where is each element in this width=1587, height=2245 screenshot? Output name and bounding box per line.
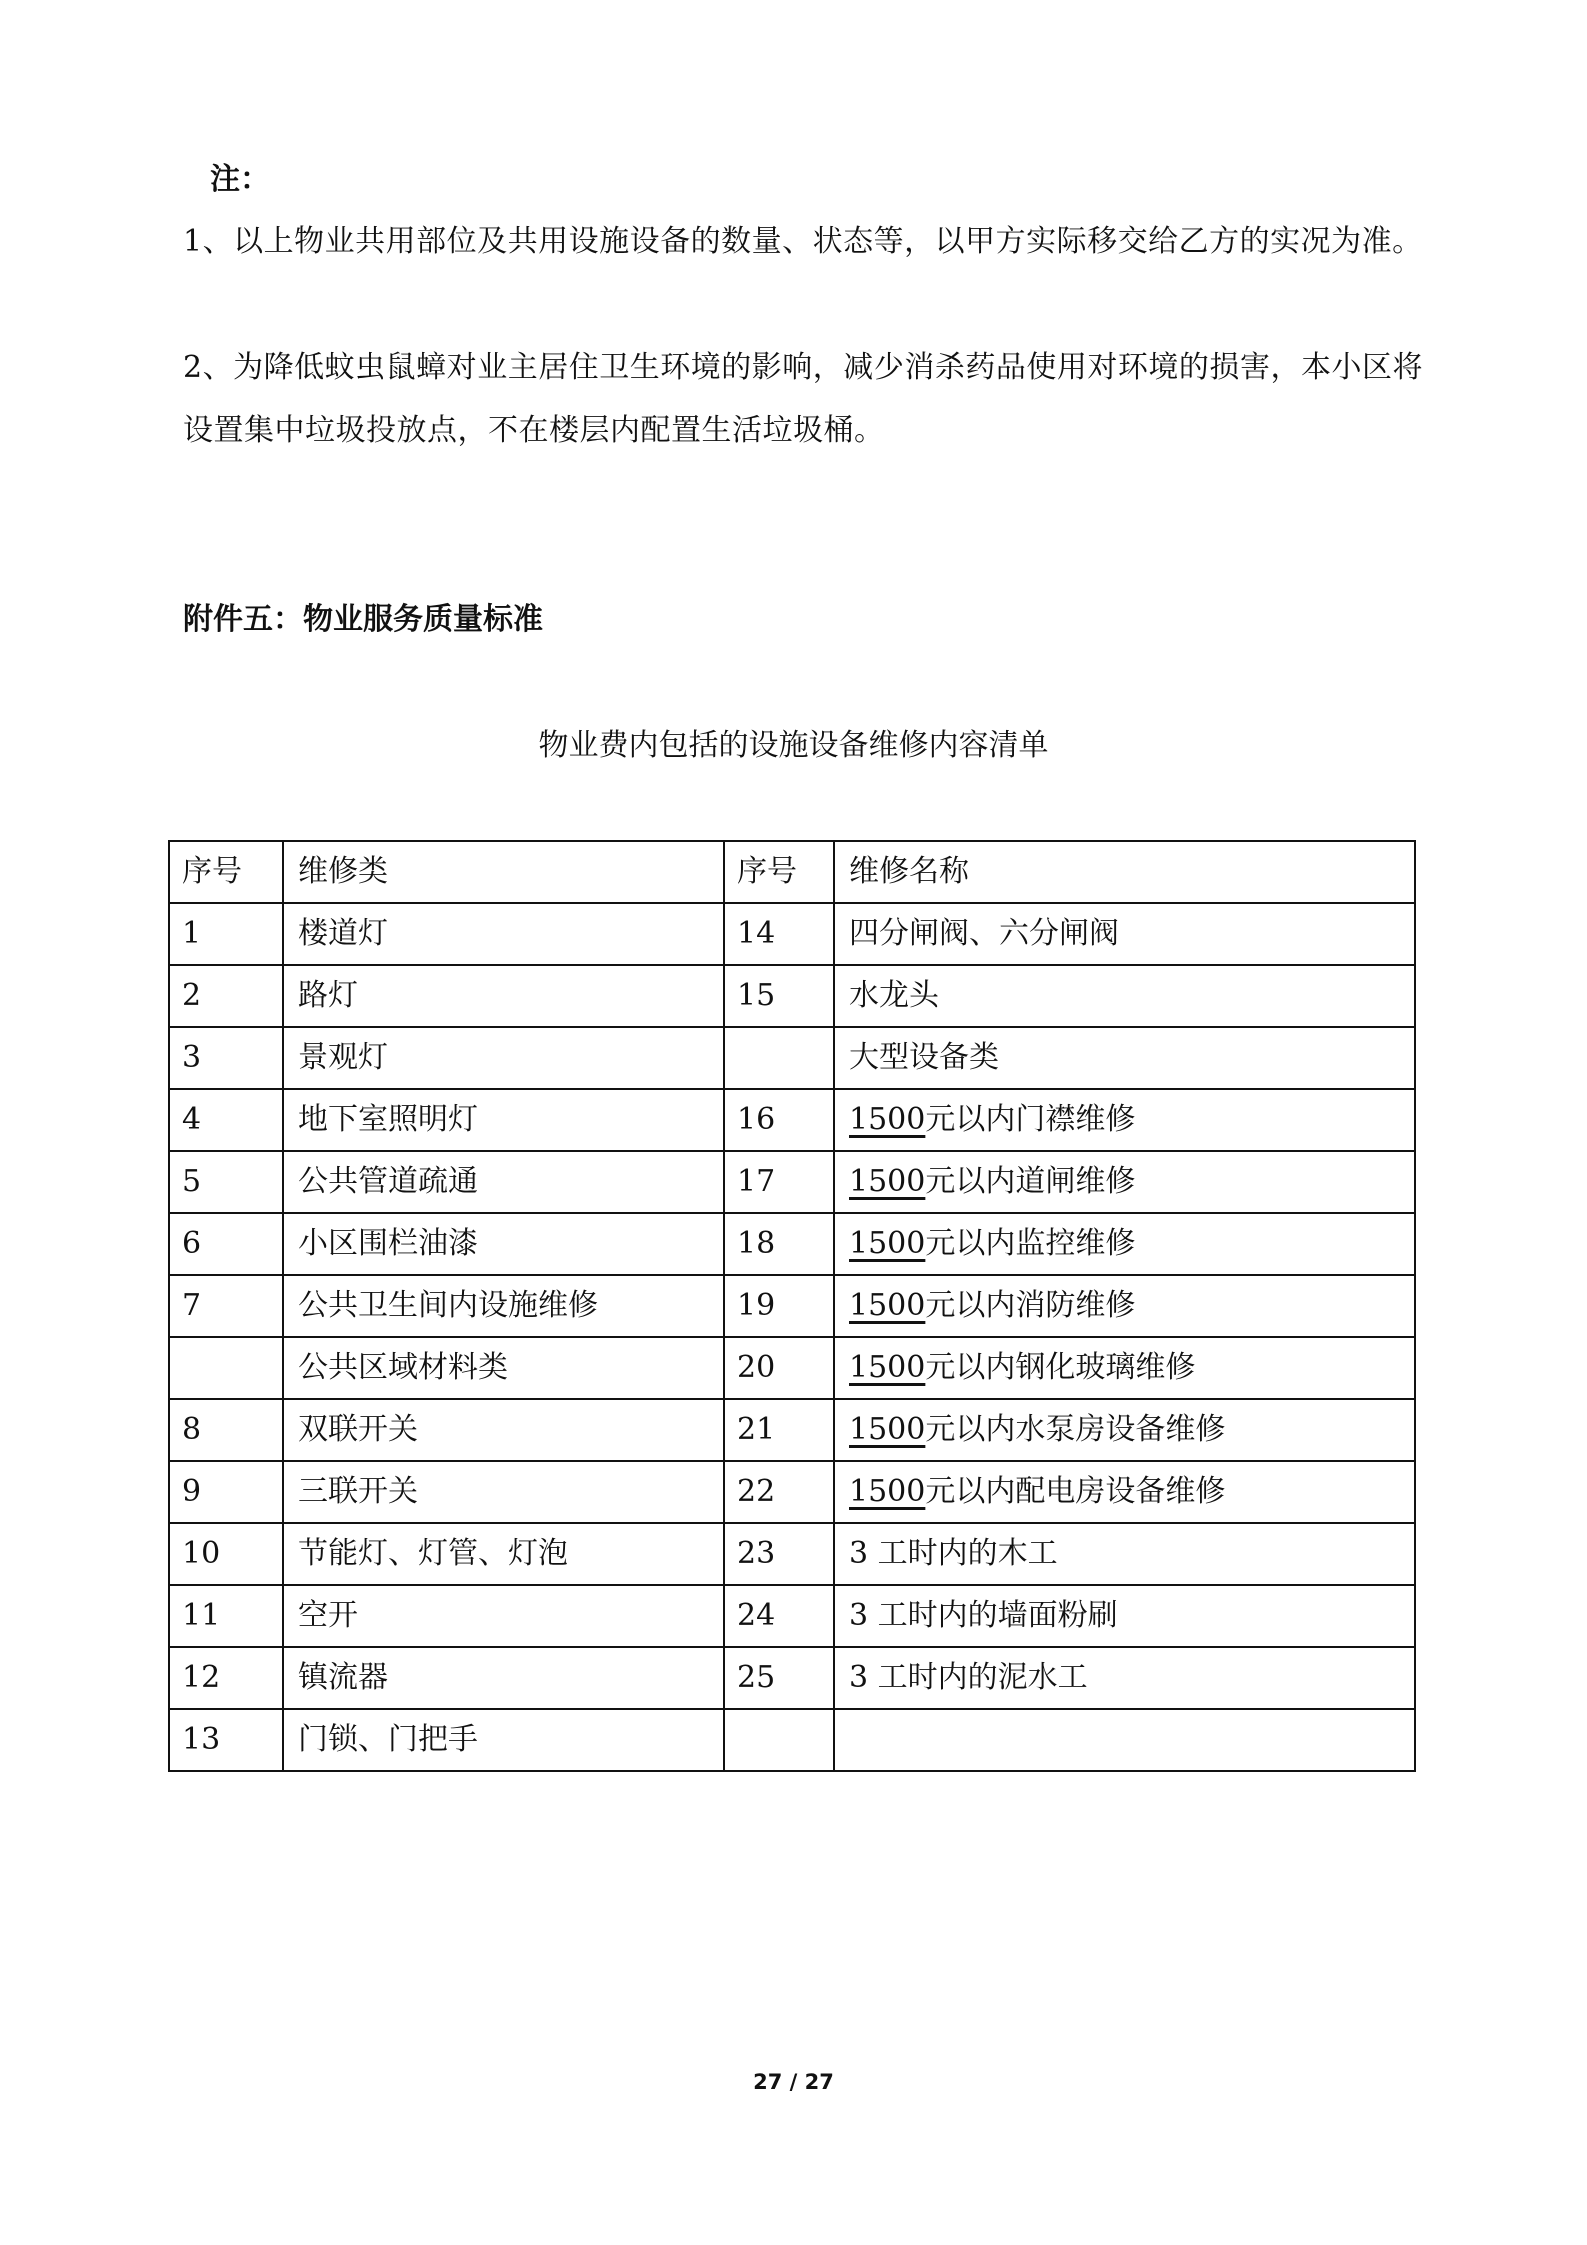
header-cell: 维修类 <box>283 841 724 903</box>
repair-name-text: 元以内监控维修 <box>925 1226 1136 1261</box>
repair-name-cell <box>834 1151 1415 1213</box>
repair-category-cell: 空开 <box>283 1585 724 1647</box>
table-row <box>169 1399 1415 1461</box>
table-row <box>169 1089 1415 1151</box>
row-number-cell: 2 <box>169 965 283 1027</box>
repair-name-cell <box>834 1709 1415 1771</box>
row-number-cell: 9 <box>169 1461 283 1523</box>
table-row <box>169 1585 1415 1647</box>
row-number-cell: 16 <box>724 1089 834 1151</box>
row-number-cell: 14 <box>724 903 834 965</box>
repair-name-text: 元以内消防维修 <box>925 1288 1136 1323</box>
repair-name-text: 3 工时内的墙面粉刷 <box>849 1598 1118 1633</box>
amount-limit: 1500 <box>849 1102 926 1137</box>
attachment-title: 附件五：物业服务质量标准 <box>183 602 543 637</box>
row-number-cell: 6 <box>169 1213 283 1275</box>
row-number-cell: 7 <box>169 1275 283 1337</box>
repair-name-cell <box>834 1089 1415 1151</box>
repair-category-cell: 门锁、门把手 <box>283 1709 724 1771</box>
repair-category-cell: 地下室照明灯 <box>283 1089 724 1151</box>
repair-name-text: 元以内配电房设备维修 <box>925 1474 1226 1509</box>
row-number-cell: 25 <box>724 1647 834 1709</box>
row-number-cell: 5 <box>169 1151 283 1213</box>
table-row <box>169 1213 1415 1275</box>
table-row <box>169 1461 1415 1523</box>
repair-category-cell: 公共区域材料类 <box>283 1337 724 1399</box>
table-title: 物业费内包括的设施设备维修内容清单 <box>538 728 1049 763</box>
row-number-cell: 15 <box>724 965 834 1027</box>
repair-name-text: 3 工时内的泥水工 <box>849 1660 1088 1695</box>
row-number-cell <box>724 1709 834 1771</box>
repair-category-cell: 楼道灯 <box>283 903 724 965</box>
repair-category-cell: 节能灯、灯管、灯泡 <box>283 1523 724 1585</box>
amount-limit: 1500 <box>849 1288 926 1323</box>
table-row <box>169 965 1415 1027</box>
repair-category-cell: 公共卫生间内设施维修 <box>283 1275 724 1337</box>
repair-name-text: 元以内钢化玻璃维修 <box>925 1350 1196 1385</box>
amount-limit: 1500 <box>849 1412 926 1447</box>
note-item-2: 2、为降低蚊虫鼠蟑对业主居住卫生环境的影响，减少消杀药品使用对环境的损害，本小区将设置集中垃圾投放点，不在楼层内配置生活垃圾桶。 <box>183 350 1423 448</box>
repair-name-text: 大型设备类 <box>849 1040 999 1075</box>
repair-name-cell <box>834 1461 1415 1523</box>
row-number-cell: 1 <box>169 903 283 965</box>
row-number-cell: 20 <box>724 1337 834 1399</box>
repair-name-cell <box>834 1027 1415 1089</box>
row-number-cell: 11 <box>169 1585 283 1647</box>
repair-name-text: 四分闸阀、六分闸阀 <box>849 916 1119 951</box>
page-number: 27 / 27 <box>753 2070 834 2094</box>
repair-category-cell: 小区围栏油漆 <box>283 1213 724 1275</box>
amount-limit: 1500 <box>849 1474 926 1509</box>
row-number-cell: 12 <box>169 1647 283 1709</box>
repair-name-cell <box>834 1213 1415 1275</box>
repair-name-cell <box>834 1647 1415 1709</box>
repair-name-text: 元以内水泵房设备维修 <box>925 1412 1226 1447</box>
repair-category-cell: 三联开关 <box>283 1461 724 1523</box>
row-number-cell <box>724 1027 834 1089</box>
table-row <box>169 903 1415 965</box>
row-number-cell: 21 <box>724 1399 834 1461</box>
table-header-row <box>169 841 1415 903</box>
table-row <box>169 1151 1415 1213</box>
repair-name-cell <box>834 903 1415 965</box>
table-row <box>169 1275 1415 1337</box>
row-number-cell: 22 <box>724 1461 834 1523</box>
row-number-cell: 17 <box>724 1151 834 1213</box>
repair-category-cell: 公共管道疏通 <box>283 1151 724 1213</box>
repair-name-cell <box>834 1585 1415 1647</box>
table-row <box>169 1337 1415 1399</box>
row-number-cell: 18 <box>724 1213 834 1275</box>
repair-name-cell <box>834 1399 1415 1461</box>
repair-name-cell <box>834 1337 1415 1399</box>
note-item-1: 1、以上物业共用部位及共用设施设备的数量、状态等，以甲方实际移交给乙方的实况为准。 <box>183 224 1423 259</box>
header-cell: 序号 <box>169 841 283 903</box>
repair-name-text: 元以内道闸维修 <box>925 1164 1136 1199</box>
repair-category-cell: 双联开关 <box>283 1399 724 1461</box>
row-number-cell: 4 <box>169 1089 283 1151</box>
repair-name-text: 元以内门襟维修 <box>925 1102 1136 1137</box>
row-number-cell: 23 <box>724 1523 834 1585</box>
table-row <box>169 1523 1415 1585</box>
header-cell: 序号 <box>724 841 834 903</box>
table-row <box>169 1709 1415 1771</box>
row-number-cell: 19 <box>724 1275 834 1337</box>
row-number-cell: 13 <box>169 1709 283 1771</box>
notes-title: 注： <box>210 162 270 197</box>
amount-limit: 1500 <box>849 1350 926 1385</box>
table-row <box>169 1647 1415 1709</box>
repair-name-text: 水龙头 <box>849 978 939 1013</box>
row-number-cell: 10 <box>169 1523 283 1585</box>
row-number-cell: 3 <box>169 1027 283 1089</box>
row-number-cell: 24 <box>724 1585 834 1647</box>
repair-category-cell: 路灯 <box>283 965 724 1027</box>
amount-limit: 1500 <box>849 1164 926 1199</box>
row-number-cell: 8 <box>169 1399 283 1461</box>
table-row <box>169 1027 1415 1089</box>
repair-name-cell <box>834 1523 1415 1585</box>
row-number-cell <box>169 1337 283 1399</box>
repair-category-cell: 镇流器 <box>283 1647 724 1709</box>
repair-name-text: 3 工时内的木工 <box>849 1536 1058 1571</box>
amount-limit: 1500 <box>849 1226 926 1261</box>
repair-name-cell <box>834 965 1415 1027</box>
header-cell: 维修名称 <box>834 841 1415 903</box>
maintenance-table <box>168 840 1416 1772</box>
repair-name-cell <box>834 1275 1415 1337</box>
repair-category-cell: 景观灯 <box>283 1027 724 1089</box>
